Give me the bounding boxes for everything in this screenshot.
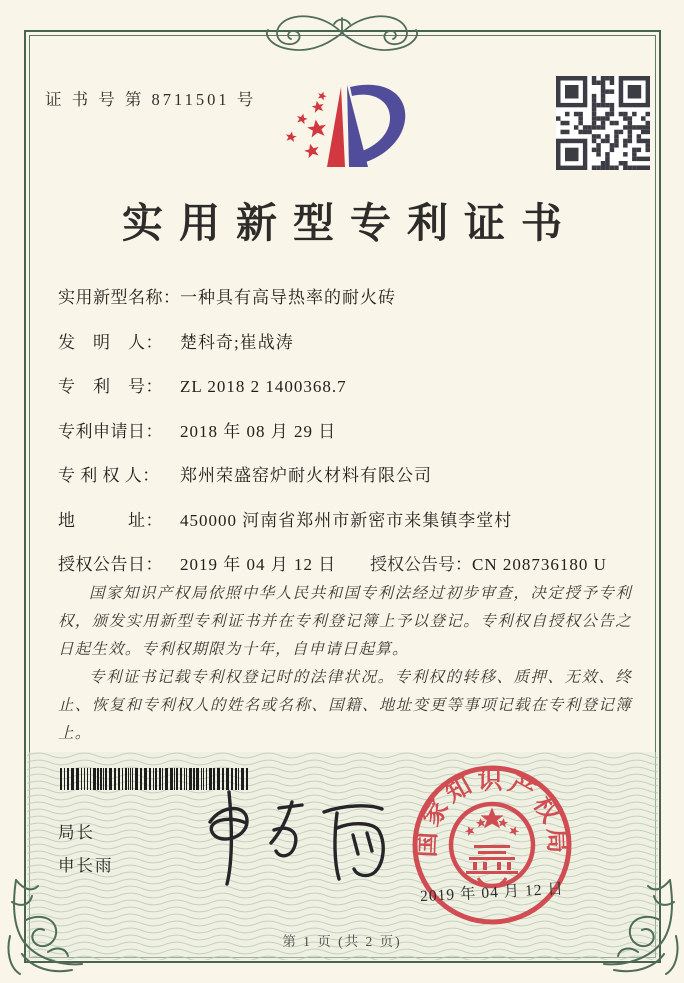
seal-date: 2019 年 04 月 12 日 (419, 880, 565, 906)
field-value: 郑州荣盛窑炉耐火材料有限公司 (180, 466, 432, 485)
seal-text: 国家知识产权局 (413, 767, 571, 858)
certificate-number: 证 书 号 第 8711501 号 (45, 90, 257, 109)
top-border-ornament (250, 6, 434, 60)
field-value: 2019 年 04 月 12 日 (180, 555, 337, 574)
field-label: 实用新型名称： (58, 288, 181, 307)
legal-text (58, 580, 632, 748)
field-list (58, 283, 638, 595)
official-seal-icon (404, 757, 580, 933)
officer-title: 局长 (58, 823, 95, 842)
grant-date (58, 555, 336, 574)
field-value: CN 208736180 U (472, 555, 607, 574)
field-value: 2018 年 08 月 29 日 (180, 421, 337, 441)
field-value: 450000 河南省郑州市新密市来集镇李堂村 (180, 510, 513, 530)
field-label: 发 明 人： (58, 332, 163, 352)
field-row-filing-date (58, 417, 638, 462)
field-row-inventor (58, 328, 638, 373)
bottom-right-flourish (602, 876, 684, 978)
field-row-patentee (58, 461, 638, 506)
field-value: 一种具有高导热率的耐火砖 (180, 288, 396, 307)
signature-icon (158, 782, 398, 890)
field-value: 楚科奇;崔战涛 (180, 332, 294, 352)
officer-block (58, 816, 114, 882)
field-label: 专 利 权 人： (58, 466, 160, 485)
page-number: 第 1 页 (共 2 页) (282, 934, 402, 949)
officer-name: 申长雨 (58, 856, 114, 875)
grant-number (370, 550, 607, 575)
field-value: ZL 2018 2 1400368.7 (180, 377, 347, 396)
field-row-address (58, 506, 638, 551)
field-label: 专利申请日： (58, 421, 163, 441)
legal-paragraph: 国家知识产权局依照中华人民共和国专利法经过初步审查，决定授予专利权，颁发实用新型专利证书并在专利登记簿上予以登记。专利权自授权公告之日起生效。专利权期限为十年，自申请日起算。 (58, 585, 632, 658)
field-label: 授权公告号： (370, 555, 472, 574)
field-label: 专 利 号： (58, 377, 163, 396)
certificate-title: 实用新型专利证书 (122, 200, 578, 246)
legal-paragraph: 专利证书记载专利权登记时的法律状况。专利权的转移、质押、无效、终止、恢复和专利权人的姓名或名称、国籍、地址变更等事项记载在专利登记簿上。 (58, 669, 632, 742)
field-row-name (58, 283, 638, 328)
field-label: 授权公告日： (58, 555, 163, 574)
field-row-patent-no (58, 372, 638, 417)
bottom-left-flourish (2, 876, 84, 978)
cnipa-logo-icon (268, 74, 418, 178)
field-label: 地 址： (58, 510, 163, 530)
qr-code-icon (556, 76, 650, 170)
